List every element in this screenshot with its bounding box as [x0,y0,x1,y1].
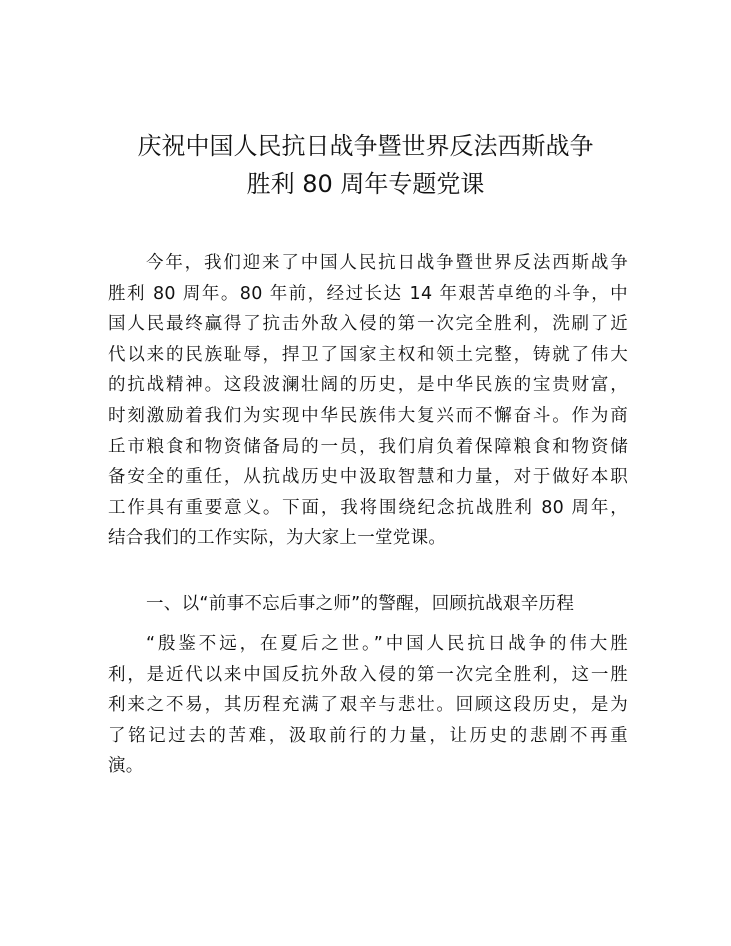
paragraph-line: 了铭记过去的苦难，汲取前行的力量，让历史的悲剧不再重 [108,725,628,746]
paragraph-line: “殷鉴不远，在夏后之世。”中国人民抗日战争的伟大胜 [146,634,628,654]
paragraph-line: 工作具有重要意义。下面，我将围绕纪念抗战胜利 80 周年， [108,497,628,518]
document-title-line-1: 庆祝中国人民抗日战争暨世界反法西斯战争 [137,132,594,160]
section-heading-text: 一、以“前事不忘后事之师”的警醒，回顾抗战艰辛历程 [146,594,575,614]
document-title-line-2: 胜利 80 周年专题党课 [246,170,485,198]
paragraph-line: 国人民最终赢得了抗击外敌入侵的第一次完全胜利，洗刷了近 [108,314,628,335]
paragraph-line: 利来之不易，其历程充满了艰辛与悲壮。回顾这段历史，是为 [108,695,628,716]
paragraph-1 [108,248,628,554]
paragraph-line: 的抗战精神。这段波澜壮阔的历史，是中华民族的宝贵财富， [108,375,628,396]
section-heading-1 [108,589,628,620]
paragraph-line: 时刻激励着我们为实现中华民族伟大复兴而不懈奋斗。作为商 [108,405,628,426]
paragraph-line: 丘市粮食和物资储备局的一员，我们肩负着保障粮食和物资储 [108,436,628,457]
paragraph-line: 胜利 80 周年。80 年前，经过长达 14 年艰苦卓绝的斗争，中 [108,283,628,304]
paragraph-line: 今年，我们迎来了中国人民抗日战争暨世界反法西斯战争 [146,253,628,273]
paragraph-2 [108,629,628,782]
paragraph-line: 代以来的民族耻辱，捍卫了国家主权和领土完整，铸就了伟大 [108,344,628,365]
paragraph-line: 备安全的重任，从抗战历史中汲取智慧和力量，对于做好本职 [108,467,628,488]
paragraph-line: 结合我们的工作实际，为大家上一堂党课。 [108,528,447,549]
paragraph-line: 演。 [108,756,144,777]
paragraph-line: 利，是近代以来中国反抗外敌入侵的第一次完全胜利，这一胜 [108,664,628,685]
